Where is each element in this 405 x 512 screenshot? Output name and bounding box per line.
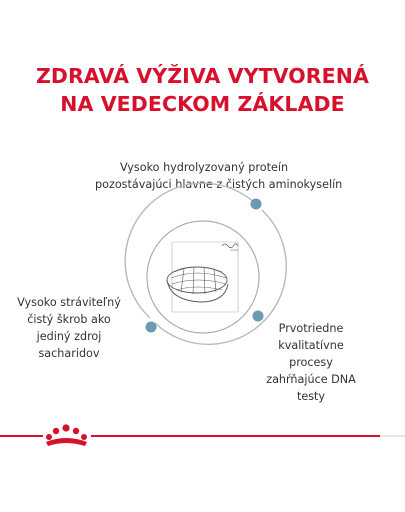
kibble-sketch-icon bbox=[167, 242, 238, 312]
caption-quality-line-1: Prvotriedne bbox=[278, 322, 344, 335]
caption-starch-line-3: jediný zdroj bbox=[36, 330, 102, 343]
caption-quality-line-3: procesy bbox=[289, 356, 333, 369]
caption-starch-line-1: Vysoko stráviteľný bbox=[17, 296, 121, 309]
caption-protein-line-2: pozostávajúci hlavne z čistých aminokyselín bbox=[95, 178, 343, 191]
quality-dot bbox=[253, 311, 264, 322]
starch-dot bbox=[146, 322, 157, 333]
protein-dot bbox=[251, 199, 262, 210]
caption-quality-line-2: kvalitatívne bbox=[278, 339, 344, 352]
caption-protein-line-1: Vysoko hydrolyzovaný proteín bbox=[119, 161, 289, 174]
headline-line-1: ZDRAVÁ VÝŽIVA VYTVORENÁ bbox=[35, 64, 370, 88]
caption-starch-line-4: sacharidov bbox=[38, 347, 100, 360]
caption-quality-line-5: testy bbox=[296, 390, 326, 403]
headline-line-2: NA VEDECKOM ZÁKLADE bbox=[60, 92, 345, 116]
caption-starch-line-2: čistý škrob ako bbox=[27, 313, 111, 326]
caption-quality-line-4: zahŕňajúce DNA bbox=[266, 373, 356, 386]
outer-ring bbox=[125, 183, 286, 344]
royal-canin-crown-icon bbox=[46, 424, 87, 446]
inner-ring bbox=[147, 221, 259, 333]
